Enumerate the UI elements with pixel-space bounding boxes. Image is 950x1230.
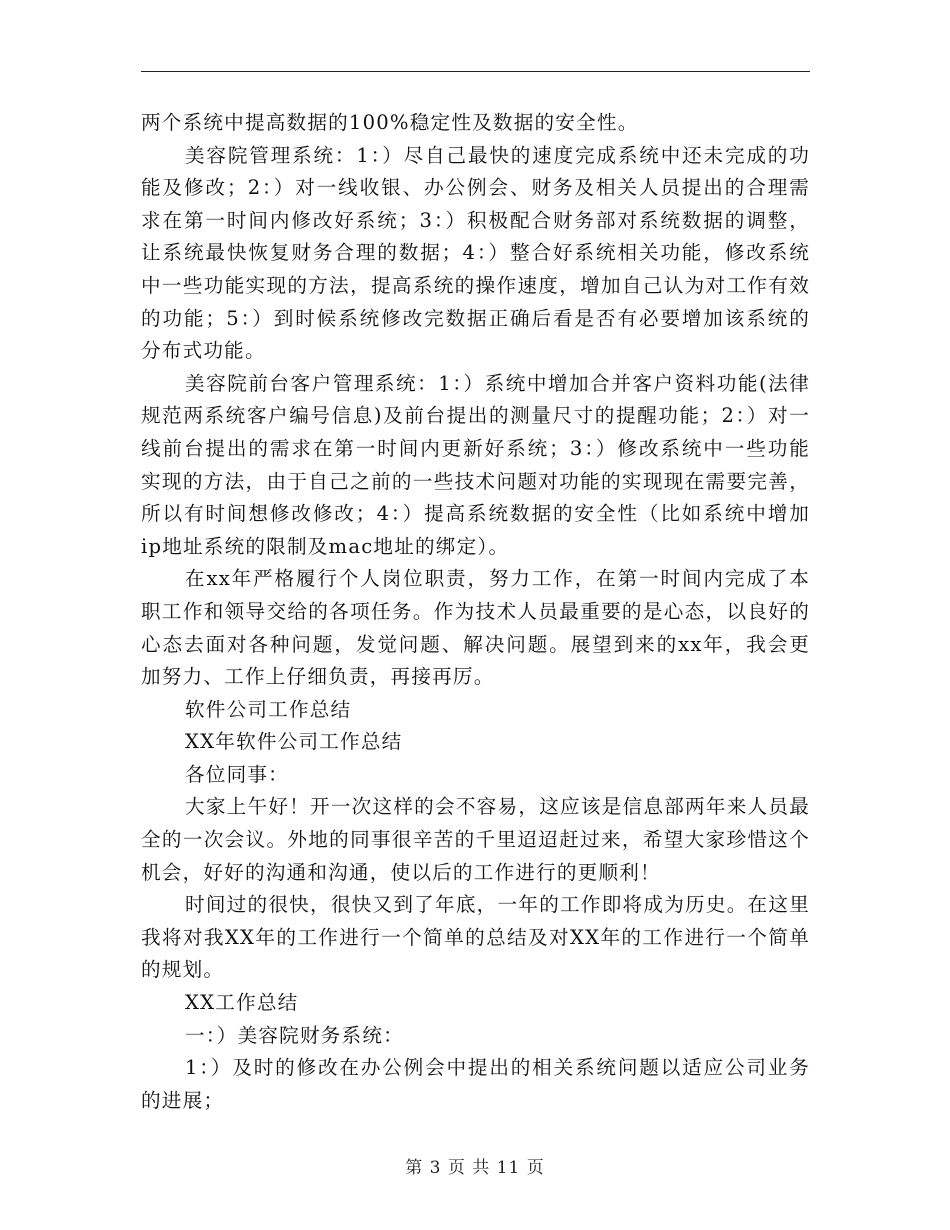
page-label-suffix: 页 xyxy=(526,1158,545,1178)
page-footer xyxy=(0,1153,950,1178)
paragraph: 美容院管理系统：1：）尽自己最快的速度完成系统中还未完成的功能及修改；2：）对一线收银、办公例会、财务及相关人员提出的合理需求在第一时间内修改好系统；3：）积极配合财务部对系统数据的调整，让系统最快恢复财务合理的数据；4：）整合好系统相关功能，修改系统中一些功能实现的方法，提高系统的操作速度，增加自己认为对工作有效的功能；5：）到时候系统修改完数据正确后看是否有必要增加该系统的分布式功能。 xyxy=(141,143,810,363)
paragraph: 在xx年严格履行个人岗位职责，努力工作，在第一时间内完成了本职工作和领导交给的各项任务。作为技术人员最重要的是心态，以良好的心态去面对各种问题，发觉问题、解决问题。展望到来的xx年，我会更加努力、工作上仔细负责，再接再厉。 xyxy=(141,567,810,689)
total-pages-number: 11 xyxy=(496,1158,521,1178)
paragraph: 美容院前台客户管理系统：1：）系统中增加合并客户资料功能(法律规范两系统客户编号信息)及前台提出的测量尺寸的提醒功能；2：）对一线前台提出的需求在第一时间内更新好系统；3：）修改系统中一些功能实现的方法，由于自己之前的一些技术问题对功能的实现现在需要完善，所以有时间想修改修改；4：）提高系统数据的安全性（比如系统中增加ip地址系统的限制及mac地址的绑定）。 xyxy=(141,371,810,558)
paragraph: 大家上午好！开一次这样的会不容易，这应该是信息部两年来人员最全的一次会议。外地的同事很辛苦的千里迢迢赶过来，希望大家珍惜这个机会，好好的沟通和沟通，使以后的工作进行的更顺利！ xyxy=(141,795,810,884)
current-page-number: 3 xyxy=(429,1158,442,1178)
salutation: 各位同事： xyxy=(185,762,289,786)
section-heading: XX年软件公司工作总结 xyxy=(185,730,403,754)
page-label-middle: 页 共 xyxy=(447,1158,491,1178)
list-heading: 一：）美容院财务系统： xyxy=(185,1023,404,1047)
page-label-prefix: 第 xyxy=(405,1158,424,1178)
section-heading: XX工作总结 xyxy=(185,991,299,1015)
paragraph: 两个系统中提高数据的100%稳定性及数据的安全性。 xyxy=(141,111,639,134)
section-heading: 软件公司工作总结 xyxy=(185,697,352,721)
paragraph: 时间过的很快，很快又到了年底，一年的工作即将成为历史。在这里我将对我XX年的工作进行一个简单的总结及对XX年的工作进行一个简单的规划。 xyxy=(141,893,810,982)
header-rule xyxy=(141,71,810,72)
document-body xyxy=(141,107,810,1117)
list-item: 1：）及时的修改在办公例会中提出的相关系统问题以适应公司业务的进展； xyxy=(141,1056,810,1112)
